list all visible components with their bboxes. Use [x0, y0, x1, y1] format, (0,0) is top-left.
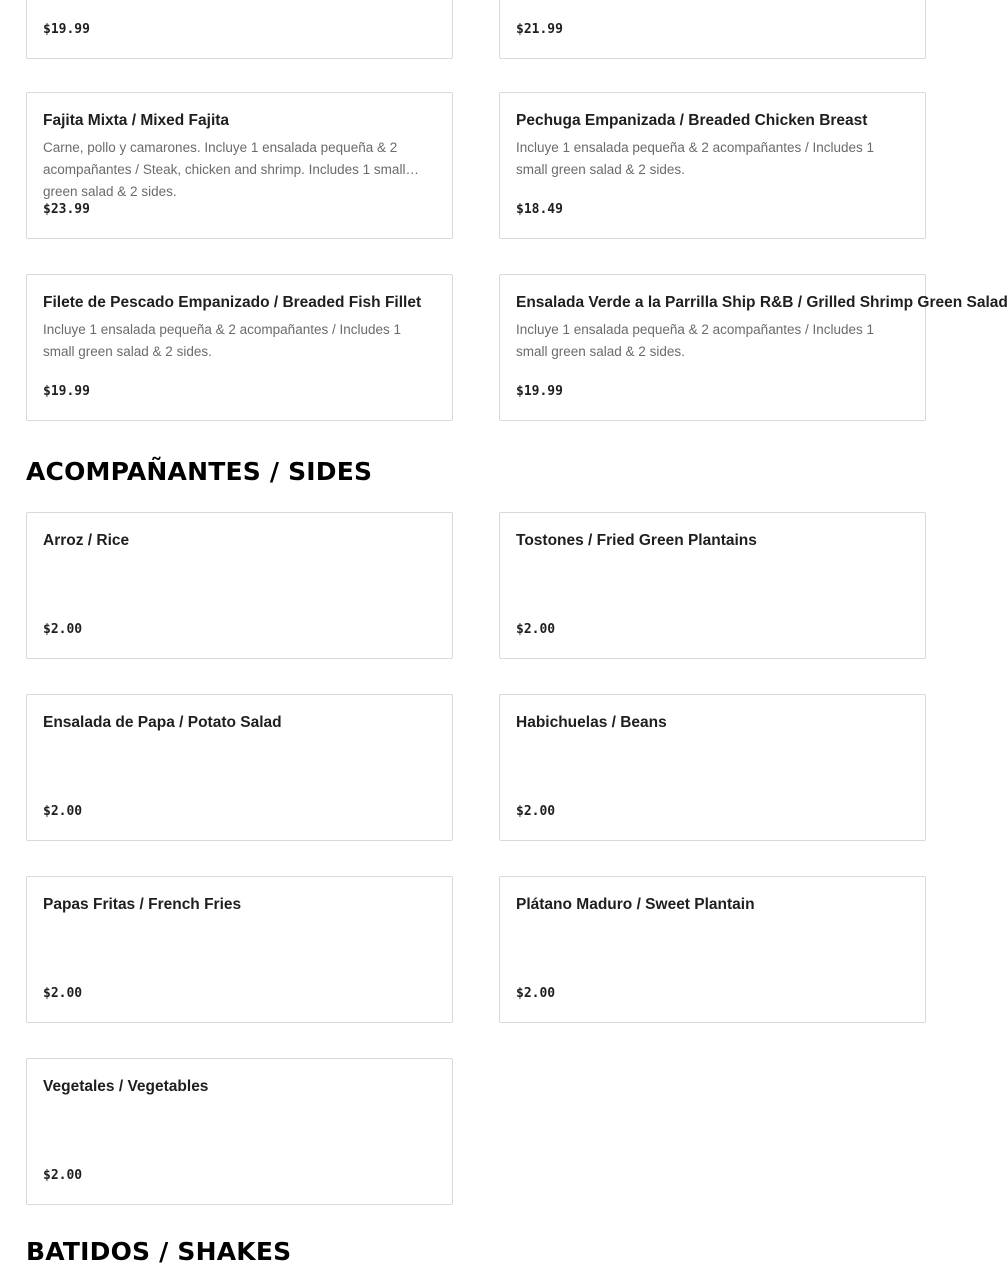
- menu-item-price: $2.00: [516, 986, 556, 1001]
- menu-item-name: Vegetales / Vegetables: [43, 1078, 209, 1095]
- menu-item-name: Filete de Pescado Empanizado / Breaded Fish Fillet: [43, 294, 422, 311]
- menu-item-card[interactable]: [26, 512, 453, 659]
- menu-item-description: Incluye 1 ensalada pequeña & 2 acompañantes / Includes 1 small green salad & 2 sides.: [43, 322, 402, 359]
- menu-item-price: $21.99: [516, 22, 563, 37]
- menu-item-card[interactable]: [26, 0, 453, 59]
- menu-item-card[interactable]: [26, 92, 453, 239]
- menu-item-card[interactable]: [499, 92, 926, 239]
- menu-item-price: $2.00: [43, 804, 83, 819]
- menu-item-name: Pechuga Empanizada / Breaded Chicken Breast: [516, 112, 868, 129]
- menu-item-price: $2.00: [516, 622, 556, 637]
- menu-item-card[interactable]: [26, 274, 453, 421]
- menu-item-name: Habichuelas / Beans: [516, 714, 667, 731]
- menu-item-price: $19.99: [516, 384, 563, 399]
- menu-item-price: $2.00: [43, 986, 83, 1001]
- menu-item-description: Incluye 1 ensalada pequeña & 2 acompañantes / Includes 1 small green salad & 2 sides.: [516, 322, 875, 359]
- menu-item-price: $19.99: [43, 22, 90, 37]
- menu-item-name: Tostones / Fried Green Plantains: [516, 532, 757, 549]
- menu-item-description: Incluye 1 ensalada pequeña & 2 acompañantes / Includes 1 small green salad & 2 sides.: [516, 140, 875, 177]
- menu-item-card[interactable]: [499, 274, 1008, 421]
- menu-item-price: $2.00: [516, 804, 556, 819]
- menu-item-card[interactable]: [26, 1058, 453, 1205]
- menu-item-card[interactable]: [26, 876, 453, 1023]
- menu-item-name: Fajita Mixta / Mixed Fajita: [43, 112, 230, 129]
- section-title-sides: ACOMPAÑANTES / SIDES: [26, 457, 373, 486]
- menu-item-name: Ensalada de Papa / Potato Salad: [43, 714, 282, 731]
- menu-item-name: Ensalada Verde a la Parrilla Ship R&B / Grilled Shrimp Green Salad: [516, 294, 1008, 311]
- menu-item-card[interactable]: [499, 876, 926, 1023]
- menu-item-name: Plátano Maduro / Sweet Plantain: [516, 896, 755, 913]
- menu-item-price: $2.00: [43, 622, 83, 637]
- menu-item-price: $19.99: [43, 384, 90, 399]
- menu-item-card[interactable]: [499, 512, 926, 659]
- menu-item-description: Carne, pollo y camarones. Incluye 1 ensalada pequeña & 2 acompañantes / Steak, chicken and shrimp. Includes 1 small green salad & 2 sides.: [43, 140, 406, 199]
- menu-item-card[interactable]: [499, 694, 926, 841]
- menu-item-price: $2.00: [43, 1168, 83, 1183]
- menu-item-price: $18.49: [516, 202, 563, 217]
- menu-item-price: $23.99: [43, 202, 90, 217]
- menu-item-name: Arroz / Rice: [43, 532, 130, 549]
- section-title-shakes: BATIDOS / SHAKES: [26, 1237, 292, 1266]
- menu-item-name: Papas Fritas / French Fries: [43, 896, 242, 913]
- menu-item-card[interactable]: [26, 694, 453, 841]
- menu-item-card[interactable]: [499, 0, 926, 59]
